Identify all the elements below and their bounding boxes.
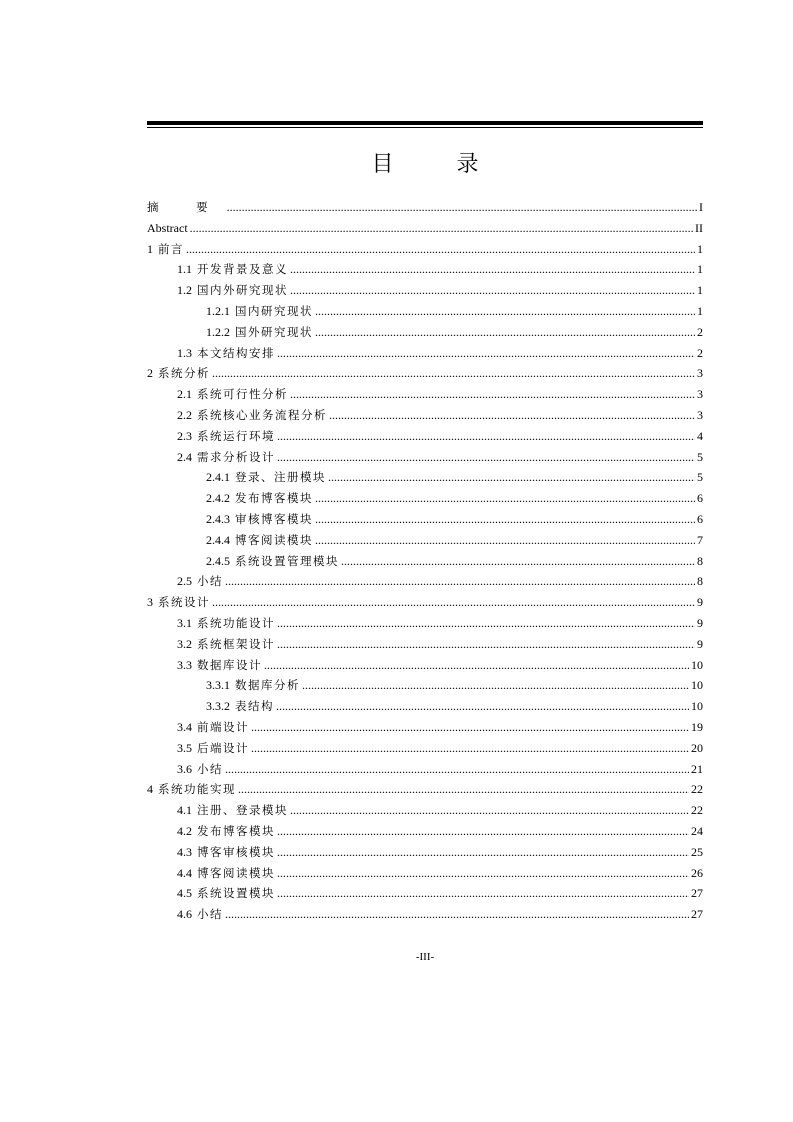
toc-entry-page: 20 xyxy=(691,740,703,755)
toc-dot-leader xyxy=(190,218,693,239)
toc-entry-page: 5 xyxy=(697,470,703,485)
toc-entry-number: 3.6 xyxy=(177,761,192,776)
toc-entry-title: 博客审核模块 xyxy=(197,844,275,859)
toc-entry-title: 国内外研究现状 xyxy=(197,283,288,298)
toc-entry[interactable] xyxy=(147,426,703,447)
toc-entry[interactable] xyxy=(147,759,703,780)
toc-entry[interactable] xyxy=(147,551,703,572)
toc-dot-leader xyxy=(276,696,689,717)
toc-dot-leader xyxy=(290,280,695,301)
toc-entry-number: 4.6 xyxy=(177,907,192,922)
toc-entry-page: 21 xyxy=(691,761,703,776)
toc-entry-title: 系统设置模块 xyxy=(197,886,275,901)
toc-entry-page: 3 xyxy=(697,366,703,381)
toc-entry-title: 注册、登录模块 xyxy=(197,803,288,818)
toc-entry-number: 2 xyxy=(147,366,153,381)
toc-entry-number: 2.4.2 xyxy=(206,491,230,506)
toc-entry-page: 10 xyxy=(691,657,703,672)
toc-entry-number: 3.5 xyxy=(177,740,192,755)
toc-dot-leader xyxy=(277,842,689,863)
toc-entry[interactable] xyxy=(147,280,703,301)
toc-entry-title: 需求分析设计 xyxy=(197,449,275,464)
toc-entry-number: 3.3.1 xyxy=(206,678,230,693)
toc-entry[interactable] xyxy=(147,447,703,468)
toc-entry[interactable] xyxy=(147,530,703,551)
toc-entry-number: 2.4 xyxy=(177,449,192,464)
toc-entry-title: Abstract xyxy=(147,220,188,235)
toc-dot-leader xyxy=(328,467,695,488)
toc-dot-leader xyxy=(277,426,695,447)
toc-entry-page: 1 xyxy=(697,262,703,277)
toc-dot-leader xyxy=(302,675,689,696)
toc-dot-leader xyxy=(251,717,689,738)
toc-entry-number: 2.5 xyxy=(177,574,192,589)
toc-entry-page: 24 xyxy=(691,823,703,838)
toc-entry-number: 4.4 xyxy=(177,865,192,880)
toc-entry[interactable] xyxy=(147,259,703,280)
toc-dot-leader xyxy=(277,343,695,364)
toc-entry-page: 25 xyxy=(691,844,703,859)
toc-entry-page: 22 xyxy=(691,803,703,818)
toc-entry-title: 系统设置管理模块 xyxy=(235,553,339,568)
toc-entry-number: 2.4.1 xyxy=(206,470,230,485)
toc-dot-leader xyxy=(264,655,689,676)
toc-entry-number: 2.4.3 xyxy=(206,511,230,526)
toc-entry[interactable] xyxy=(147,675,703,696)
toc-entry-page: 19 xyxy=(691,719,703,734)
toc-entry[interactable] xyxy=(147,467,703,488)
toc-entry-title: 系统功能设计 xyxy=(197,615,275,630)
toc-dot-leader xyxy=(341,551,695,572)
toc-dot-leader xyxy=(225,904,689,925)
toc-dot-leader xyxy=(251,738,689,759)
toc-entry-number: 3.4 xyxy=(177,719,192,734)
toc-entry-page: 1 xyxy=(697,241,703,256)
toc-entry-title: 发布博客模块 xyxy=(197,823,275,838)
toc-entry-page: 22 xyxy=(691,782,703,797)
toc-entry[interactable] xyxy=(147,405,703,426)
toc-entry-title: 开发背景及意义 xyxy=(197,262,288,277)
toc-entry-title: 小结 xyxy=(197,907,223,922)
toc-dot-leader xyxy=(315,509,695,530)
toc-entry-number: 1.2.2 xyxy=(206,324,230,339)
toc-dot-leader xyxy=(277,821,689,842)
header-rule-thin xyxy=(147,127,703,128)
toc-entry[interactable] xyxy=(147,571,703,592)
toc-dot-leader xyxy=(290,384,695,405)
toc-entry[interactable] xyxy=(147,322,703,343)
toc-entry-number: 4.3 xyxy=(177,844,192,859)
toc-entry-page: 5 xyxy=(697,449,703,464)
toc-entry-page: II xyxy=(695,220,703,235)
toc-entry-title: 系统核心业务流程分析 xyxy=(197,407,327,422)
toc-dot-leader xyxy=(315,322,695,343)
toc-entry-page: 10 xyxy=(691,678,703,693)
toc-entry-page: 10 xyxy=(691,699,703,714)
toc-dot-leader xyxy=(277,613,695,634)
toc-entry-title: 系统框架设计 xyxy=(197,636,275,651)
toc-entry-title: 后端设计 xyxy=(197,740,249,755)
toc-dot-leader xyxy=(277,883,689,904)
toc-dot-leader xyxy=(238,779,689,800)
table-of-contents xyxy=(147,197,703,925)
toc-entry-number: 1 xyxy=(147,241,153,256)
toc-dot-leader xyxy=(277,447,695,468)
toc-dot-leader xyxy=(186,239,695,260)
header-rule-thick xyxy=(147,121,703,125)
toc-entry[interactable] xyxy=(147,842,703,863)
toc-entry-title: 摘 要 xyxy=(147,200,225,214)
toc-dot-leader xyxy=(277,634,695,655)
toc-entry-title: 前端设计 xyxy=(197,719,249,734)
toc-entry-title: 系统可行性分析 xyxy=(197,387,288,402)
toc-entry[interactable] xyxy=(147,488,703,509)
toc-entry[interactable] xyxy=(147,821,703,842)
toc-entry-title: 系统分析 xyxy=(158,366,210,381)
toc-entry[interactable] xyxy=(147,509,703,530)
toc-entry-page: I xyxy=(699,200,703,214)
page-number: -III- xyxy=(415,951,435,963)
toc-entry-page: 27 xyxy=(691,907,703,922)
toc-dot-leader xyxy=(212,592,695,613)
toc-entry-number: 1.1 xyxy=(177,262,192,277)
toc-entry[interactable] xyxy=(147,301,703,322)
toc-entry[interactable] xyxy=(147,904,703,925)
toc-entry-page: 2 xyxy=(697,324,703,339)
toc-entry-number: 2.3 xyxy=(177,428,192,443)
toc-entry-number: 3 xyxy=(147,595,153,610)
toc-entry-number: 2.1 xyxy=(177,387,192,402)
toc-entry[interactable] xyxy=(147,800,703,821)
toc-entry-page: 6 xyxy=(697,491,703,506)
toc-entry[interactable] xyxy=(147,239,703,260)
toc-entry-title: 国外研究现状 xyxy=(235,324,313,339)
toc-entry-title: 登录、注册模块 xyxy=(235,470,326,485)
toc-entry-title: 前言 xyxy=(158,241,184,256)
toc-entry-title: 系统设计 xyxy=(158,595,210,610)
toc-entry-number: 2.2 xyxy=(177,407,192,422)
toc-entry-number: 3.1 xyxy=(177,615,192,630)
toc-entry-title: 博客阅读模块 xyxy=(197,865,275,880)
toc-entry-page: 3 xyxy=(697,387,703,402)
toc-entry-number: 1.2 xyxy=(177,283,192,298)
toc-entry-page: 1 xyxy=(697,303,703,318)
toc-entry-number: 1.3 xyxy=(177,345,192,360)
toc-entry[interactable] xyxy=(147,218,703,239)
toc-entry-page: 9 xyxy=(697,615,703,630)
toc-entry-number: 3.2 xyxy=(177,636,192,651)
toc-entry-page: 3 xyxy=(697,407,703,422)
toc-entry-title: 系统运行环境 xyxy=(197,428,275,443)
toc-entry-title: 博客阅读模块 xyxy=(235,532,313,547)
toc-entry-number: 1.2.1 xyxy=(206,303,230,318)
toc-entry-number: 2.4.4 xyxy=(206,532,230,547)
toc-entry-page: 9 xyxy=(697,595,703,610)
toc-entry-title: 审核博客模块 xyxy=(235,511,313,526)
toc-entry[interactable] xyxy=(147,655,703,676)
toc-entry-page: 8 xyxy=(697,553,703,568)
toc-entry[interactable] xyxy=(147,592,703,613)
toc-entry[interactable] xyxy=(147,883,703,904)
toc-dot-leader xyxy=(227,197,697,218)
toc-entry[interactable] xyxy=(147,863,703,884)
toc-entry[interactable] xyxy=(147,696,703,717)
toc-entry-page: 6 xyxy=(697,511,703,526)
toc-dot-leader xyxy=(212,363,695,384)
toc-entry-page: 9 xyxy=(697,636,703,651)
toc-dot-leader xyxy=(225,571,695,592)
toc-dot-leader xyxy=(315,301,695,322)
toc-dot-leader xyxy=(290,800,689,821)
page-title: 目 录 xyxy=(371,152,507,177)
toc-entry-page: 1 xyxy=(697,283,703,298)
toc-entry[interactable] xyxy=(147,738,703,759)
toc-entry-number: 4.2 xyxy=(177,823,192,838)
toc-entry[interactable] xyxy=(147,779,703,800)
toc-entry-title: 本文结构安排 xyxy=(197,345,275,360)
toc-entry-page: 7 xyxy=(697,532,703,547)
toc-dot-leader xyxy=(277,863,689,884)
toc-entry-page: 26 xyxy=(691,865,703,880)
toc-entry[interactable] xyxy=(147,717,703,738)
toc-entry-number: 4.1 xyxy=(177,803,192,818)
toc-entry-title: 系统功能实现 xyxy=(158,782,236,797)
toc-entry-page: 4 xyxy=(697,428,703,443)
toc-entry-title: 国内研究现状 xyxy=(235,303,313,318)
toc-entry-title: 表结构 xyxy=(235,699,274,714)
toc-dot-leader xyxy=(290,259,695,280)
toc-entry[interactable] xyxy=(147,343,703,364)
toc-entry-title: 数据库设计 xyxy=(197,657,262,672)
toc-entry-number: 4.5 xyxy=(177,886,192,901)
toc-entry-page: 8 xyxy=(697,574,703,589)
toc-dot-leader xyxy=(329,405,695,426)
toc-entry-title: 小结 xyxy=(197,761,223,776)
toc-entry-number: 4 xyxy=(147,782,153,797)
toc-entry-number: 3.3.2 xyxy=(206,699,230,714)
toc-entry-title: 数据库分析 xyxy=(235,678,300,693)
toc-entry-page: 27 xyxy=(691,886,703,901)
toc-entry-number: 2.4.5 xyxy=(206,553,230,568)
toc-dot-leader xyxy=(315,530,695,551)
toc-entry-page: 2 xyxy=(697,345,703,360)
toc-entry-number: 3.3 xyxy=(177,657,192,672)
toc-entry[interactable] xyxy=(147,634,703,655)
toc-dot-leader xyxy=(225,759,689,780)
toc-entry[interactable] xyxy=(147,197,703,218)
toc-entry[interactable] xyxy=(147,384,703,405)
toc-entry-title: 发布博客模块 xyxy=(235,491,313,506)
toc-entry[interactable] xyxy=(147,613,703,634)
toc-dot-leader xyxy=(315,488,695,509)
toc-entry-title: 小结 xyxy=(197,574,223,589)
toc-entry[interactable] xyxy=(147,363,703,384)
